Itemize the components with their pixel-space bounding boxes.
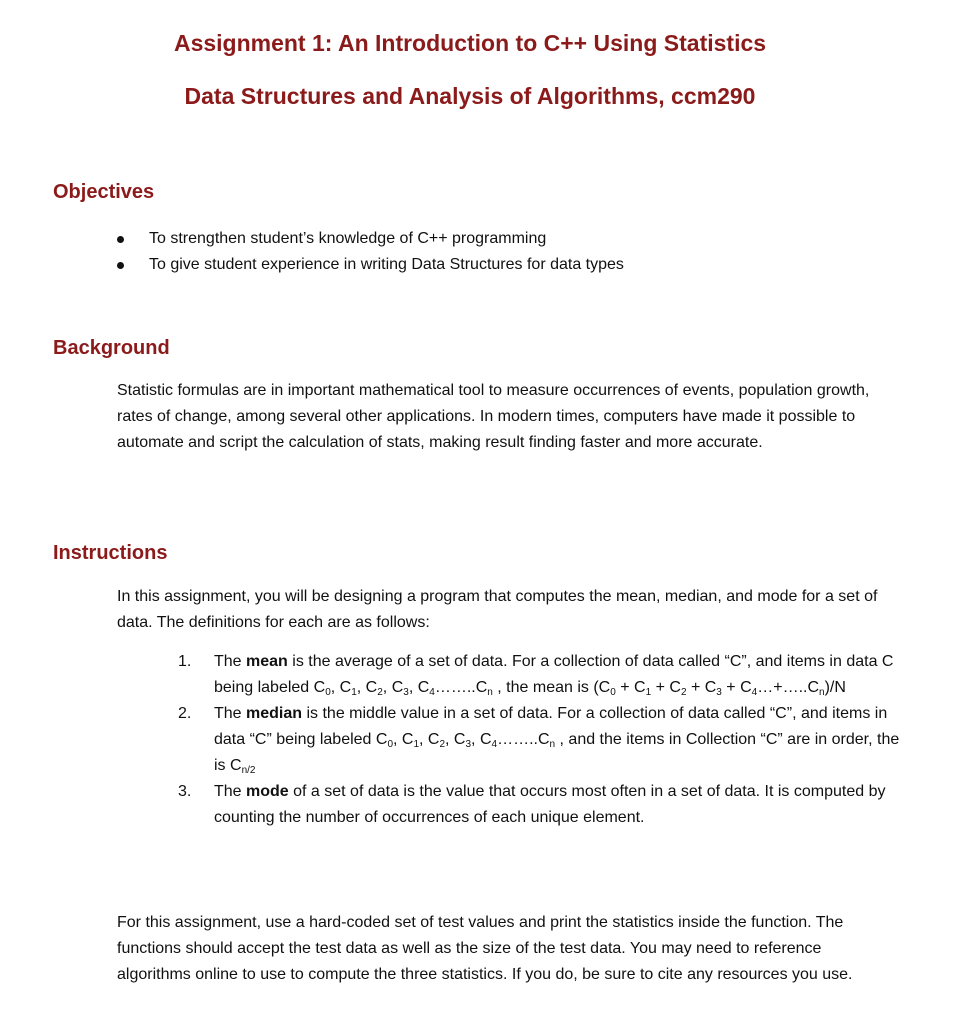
item-number: 1. <box>178 653 192 670</box>
list-item <box>113 252 624 278</box>
bullet-icon <box>117 236 124 243</box>
instructions-intro: In this assignment, you will be designing a program that computes the mean, median, and mode for a set of data. The definitions for each are as follows: <box>117 588 878 631</box>
objectives-heading: Objectives <box>53 181 155 203</box>
instructions-heading: Instructions <box>53 542 168 564</box>
item-number: 3. <box>178 783 192 800</box>
list-item <box>113 226 624 252</box>
term-median: median <box>246 705 303 722</box>
objective-text: To give student experience in writing Data Structures for data types <box>149 256 624 273</box>
course-subtitle: Data Structures and Analysis of Algorithms, ccm290 <box>184 83 756 109</box>
definition-median: 2. The median is the middle value in a set of data. For a collection of data called “C”, and items in data “C” being labeled $C_0$, $C_1$, $C_2$, $C_3$, $C_4\dots\dots..C_n$ , and the items in Collection “C” are in order, the is $C_{n/2}$ <box>170 701 910 779</box>
definition-mean: 1. The mean is the average of a set of data. For a collection of data called “C”, and items in data C being labeled $C_0$, $C_1$, $C_2$, $C_3$, $C_4\dots\dots..C_n$ , the mean is ($C_0 + C_1 + C_2 + C_3$ + $C_4\dots+\dots..C_n)/N$ <box>170 649 910 701</box>
item-number: 2. <box>178 705 192 722</box>
term-mode: mode <box>246 783 289 800</box>
objectives-list <box>113 226 624 278</box>
background-heading: Background <box>53 337 170 359</box>
objective-text: To strengthen student’s knowledge of C++ programming <box>149 230 547 247</box>
definitions-list <box>170 649 910 831</box>
document-title: Assignment 1: An Introduction to C++ Using Statistics <box>173 30 767 56</box>
definition-mode: 3. The mode of a set of data is the value that occurs most often in a set of data. It is computed by counting the number of occurrences of each unique element. <box>170 779 910 831</box>
term-mean: mean <box>246 653 288 670</box>
bullet-icon <box>117 262 124 269</box>
background-paragraph: Statistic formulas are in important mathematical tool to measure occurrences of events, population growth, rates of change, among several other applications. In modern times, computers have made it possible to automate and script the calculation of stats, making result finding faster and more accurate. <box>117 382 870 451</box>
closing-paragraph: For this assignment, use a hard-coded set of test values and print the statistics inside the function. The functions should accept the test data as well as the size of the test data. You may need to reference algorithms online to use to compute the three statistics. If you do, be sure to cite any resources you use. <box>117 914 853 983</box>
